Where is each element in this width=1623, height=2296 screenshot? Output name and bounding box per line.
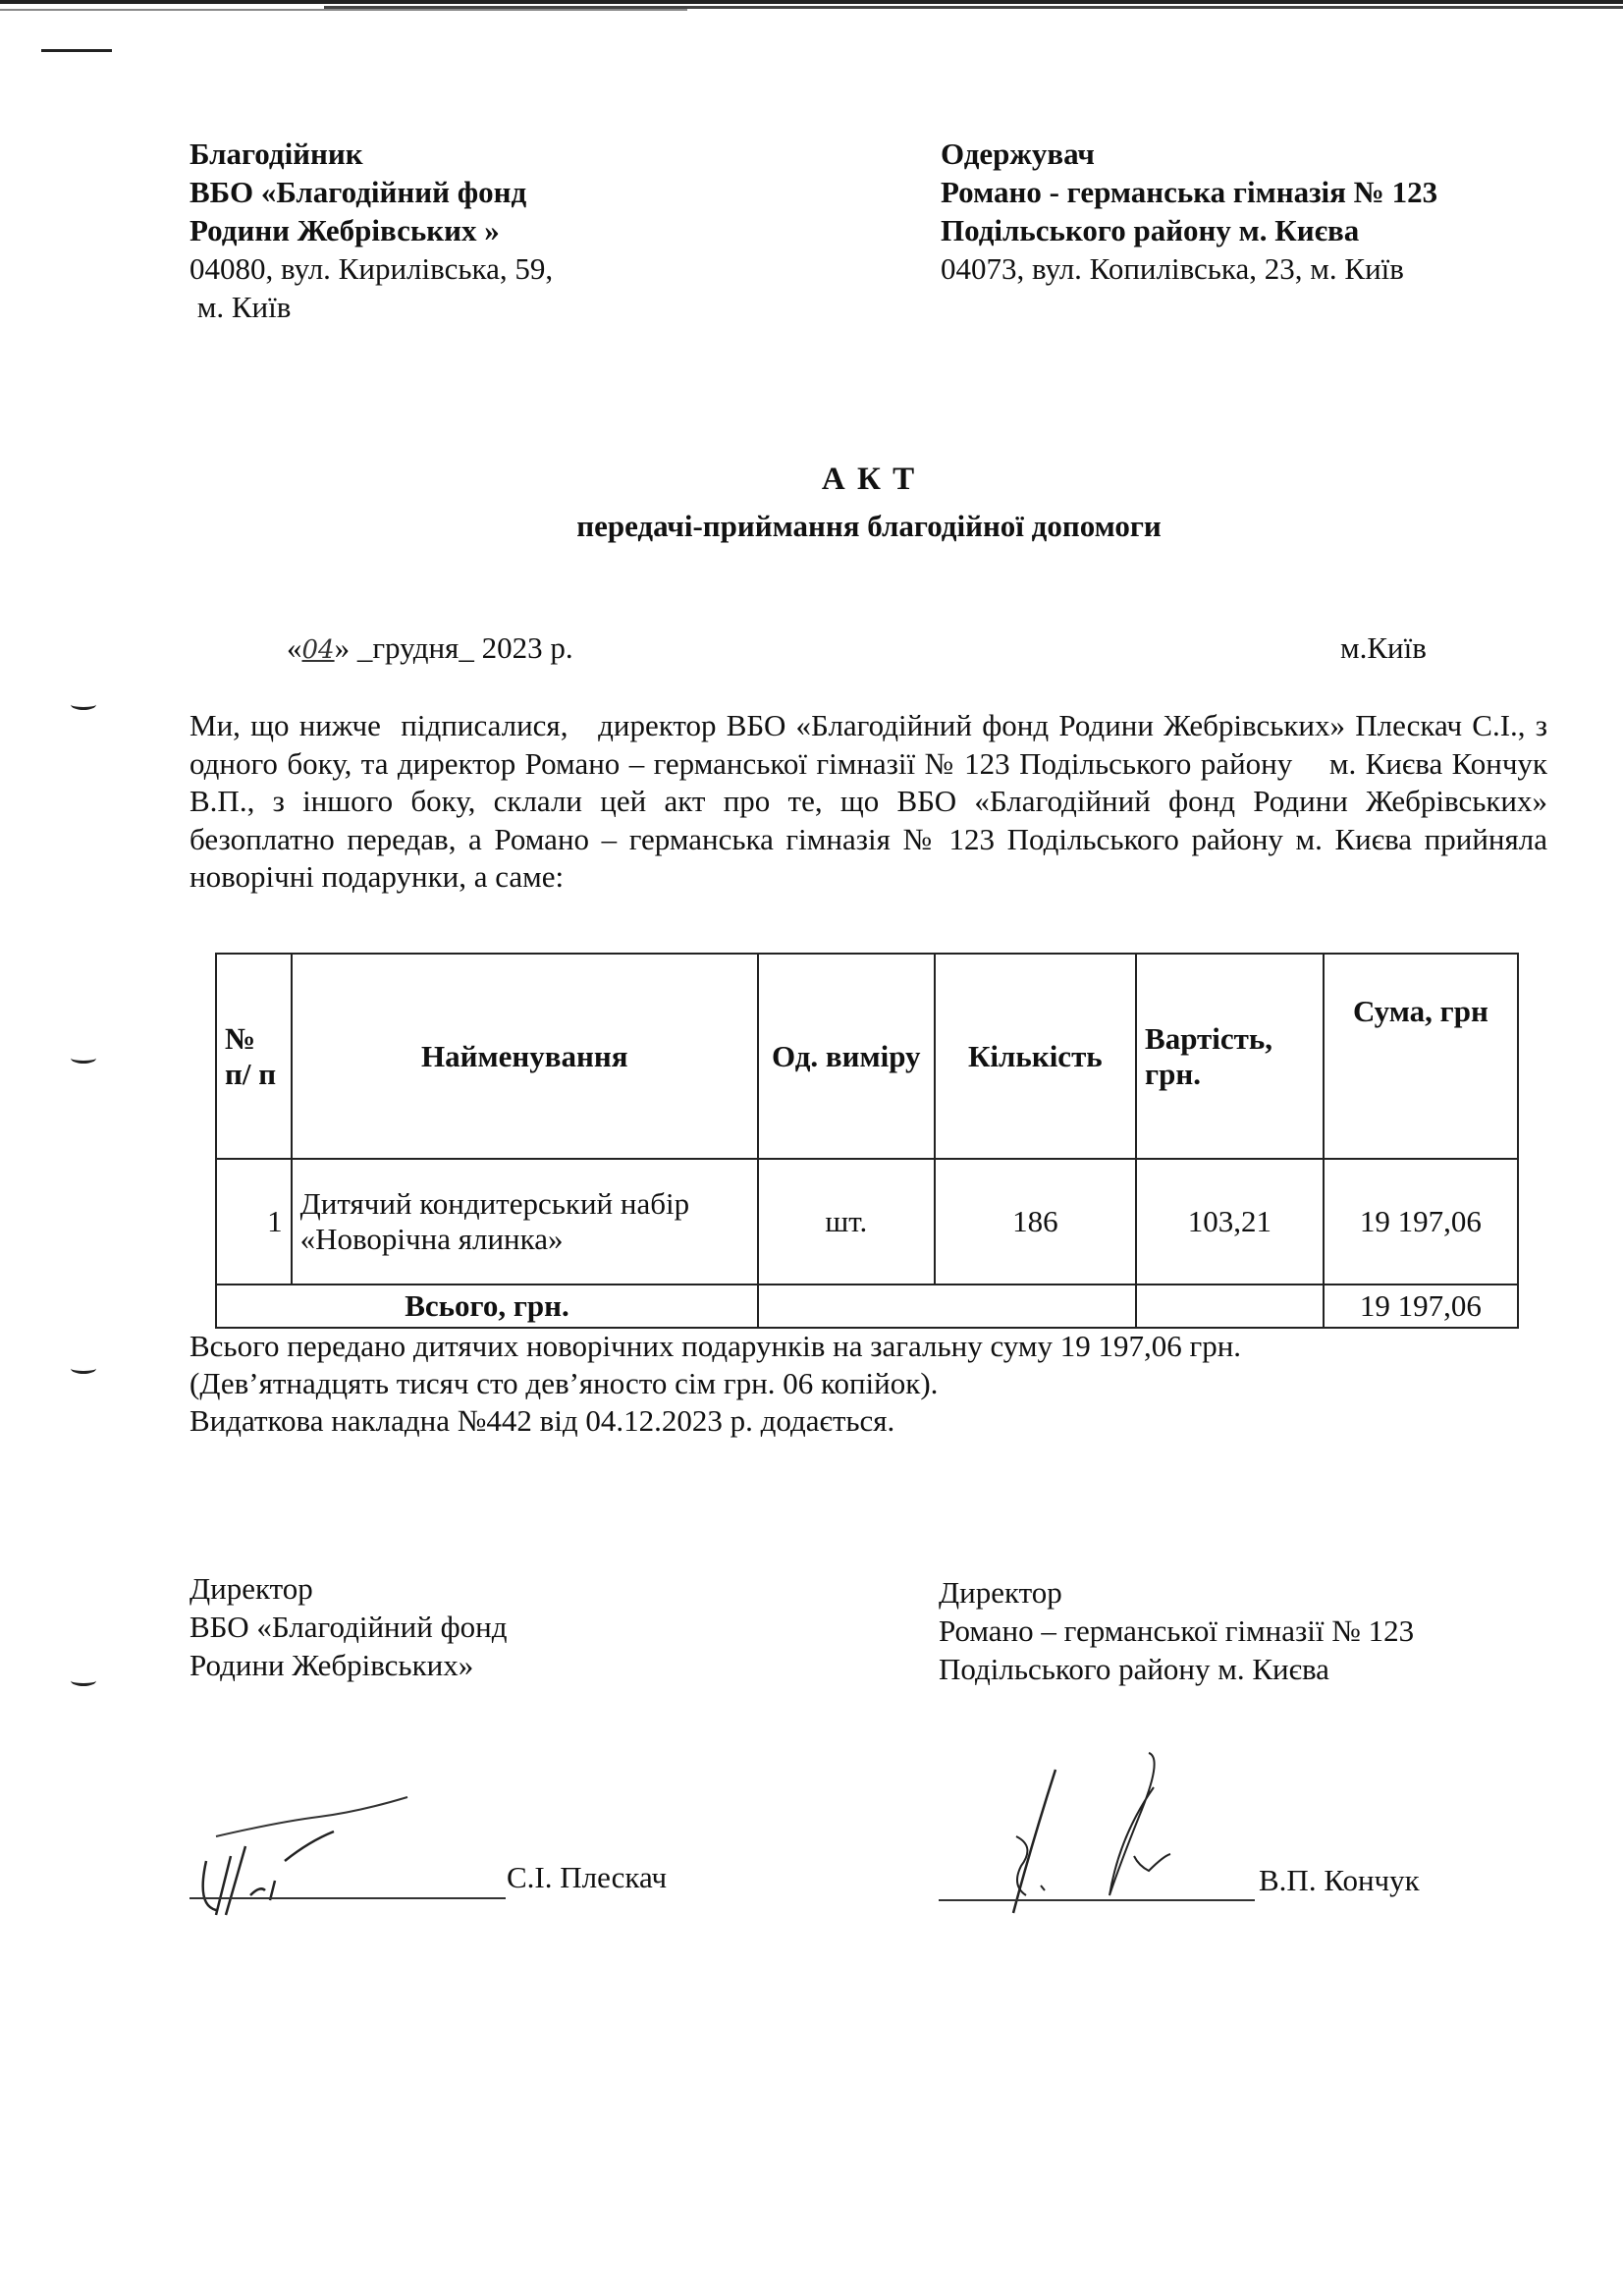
donor-org-line1: ВБО «Благодійний фонд: [189, 175, 527, 209]
cell-price: 103,21: [1136, 1159, 1324, 1285]
cell-num: 1: [216, 1159, 292, 1285]
recipient-org-line1: Романо - германська гімназія № 123: [941, 175, 1438, 209]
scan-corner-mark: [41, 49, 112, 52]
donor-block: [189, 135, 553, 326]
total-sum: 19 197,06: [1324, 1285, 1518, 1328]
signatory-left: [189, 1569, 508, 1684]
header-num: № п/ п: [216, 954, 292, 1159]
cell-unit: шт.: [758, 1159, 935, 1285]
table-row: [216, 1159, 1518, 1285]
signatory-right-name: В.П. Кончук: [1259, 1863, 1420, 1897]
punch-mark: [71, 1675, 96, 1686]
total-empty-cell: [758, 1285, 1136, 1328]
header-name: Найменування: [292, 954, 758, 1159]
scan-edge-artifact: [0, 0, 1623, 12]
recipient-heading: Одержувач: [941, 137, 1095, 171]
header-price: Вартість, грн.: [1136, 954, 1324, 1159]
donor-address-line1: 04080, вул. Кирилівська, 59,: [189, 251, 554, 286]
punch-mark: [71, 1053, 96, 1064]
signatory-left-org2: Родини Жебрівських»: [189, 1648, 474, 1682]
signatory-right-org2: Подільського району м. Києва: [939, 1652, 1329, 1686]
donor-address-line2: м. Київ: [189, 290, 292, 324]
signatory-right: [939, 1573, 1414, 1688]
donor-org-line2: Родини Жебрівських »: [189, 213, 500, 247]
punch-mark: [71, 699, 96, 710]
recipient-address-line1: 04073, вул. Копилівська, 23, м. Київ: [941, 251, 1404, 286]
signature-line-left: [189, 1897, 506, 1899]
total-empty-cell: [1136, 1285, 1324, 1328]
cell-sum: 19 197,06: [1324, 1159, 1518, 1285]
header-qty: Кількість: [935, 954, 1136, 1159]
table-total-row: [216, 1285, 1518, 1328]
header-unit: Од. виміру: [758, 954, 935, 1159]
summary-block: [189, 1328, 1241, 1440]
table-header-row: [216, 954, 1518, 1159]
signature-right-icon: [943, 1748, 1267, 1935]
cell-name: Дитячий кондитерський набір «Новорічна ялинка»: [292, 1159, 758, 1285]
cell-qty: 186: [935, 1159, 1136, 1285]
summary-line1: Всього передано дитячих новорічних подарунків на загальну суму 19 197,06 грн.: [189, 1329, 1242, 1363]
punch-mark: [71, 1363, 96, 1374]
recipient-org-line2: Подільського району м. Києва: [941, 213, 1360, 247]
body-paragraph: Ми, що нижче підписалися, директор ВБО «Благодійний фонд Родини Жебрівських» Плескач С.І., з одного боку, та директор Романо – германської гімназії № 123 Подільського району м. Києва Кончук В.П., з іншого боку, склали цей акт про те, що ВБО «Благодійний фонд Родини Жебрівських» безоплатно передав, а Романо – германська гімназія № 123 Подільського району м. Києва прийняла новорічні подарунки, а саме:: [189, 708, 1555, 894]
date-open-quote: «: [287, 630, 302, 665]
signature-line-right: [939, 1899, 1255, 1901]
summary-line3: Видаткова накладна №442 від 04.12.2023 р. додається.: [189, 1403, 895, 1438]
date-rest: » _грудня_ 2023 р.: [334, 630, 573, 665]
items-table: [215, 953, 1519, 1329]
handwritten-day: 04: [301, 635, 335, 665]
header-sum: Сума, грн: [1324, 954, 1518, 1159]
date-line: [287, 629, 573, 670]
donor-heading: Благодійник: [189, 137, 363, 171]
city: м.Київ: [1340, 630, 1427, 665]
signatory-left-role: Директор: [189, 1571, 313, 1606]
signatory-left-org1: ВБО «Благодійний фонд: [189, 1610, 508, 1644]
summary-line2: (Дев’ятнадцять тисяч сто дев’яносто сім грн. 06 копійок).: [189, 1366, 939, 1400]
signatory-right-role: Директор: [939, 1575, 1062, 1610]
document-subtitle: передачі-приймання благодійної допомоги: [576, 509, 1162, 543]
signatory-right-org1: Романо – германської гімназії № 123: [939, 1613, 1415, 1648]
signatory-left-name: С.І. Плескач: [507, 1860, 668, 1894]
total-label: Всього, грн.: [216, 1285, 758, 1328]
recipient-block: [941, 135, 1437, 288]
signature-left-icon: [191, 1787, 506, 1925]
document-title: А К Т: [821, 462, 917, 497]
